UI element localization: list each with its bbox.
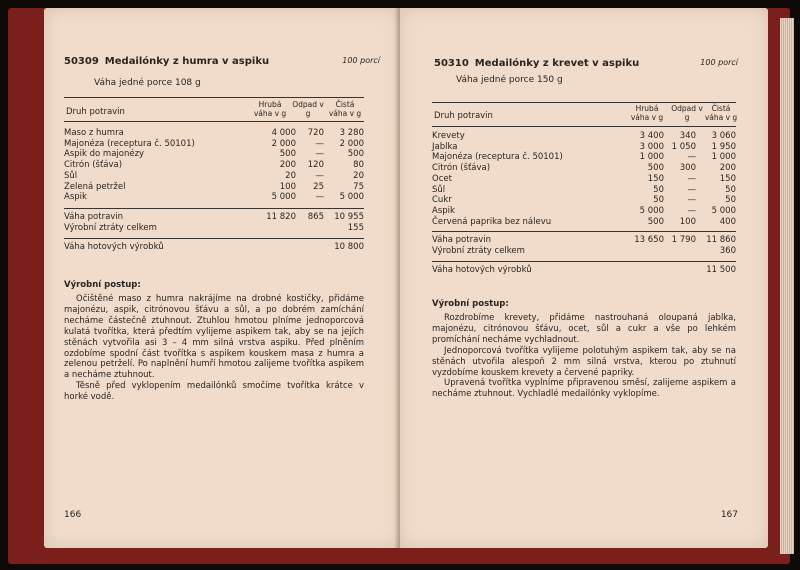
ingredient-waste: — [687,195,696,206]
process-title: Výrobní postup: [64,280,141,290]
ingredient-name: Ocet [432,173,452,184]
final-value: 10 800 [334,242,364,252]
ingredient-gross: 200 [279,160,296,171]
ingredient-name: Majonéza (receptura č. 50101) [432,152,563,163]
loss-row [432,246,736,257]
ingredient-waste: — [315,170,324,181]
ingredient-net: 200 [719,163,736,174]
ingredient-waste: 300 [679,163,696,174]
process-paragraph: Jednoporcová tvořítka vylijeme polotuhým aspikem tak, aby se na stěnách utvořila alespoň 2 mm silná vrstva, kterou po ztuhnutí vyzdobíme kouskem krevety a červené papriky. [432,345,736,378]
ingredient-row [432,217,736,227]
process-title: Výrobní postup: [432,299,509,309]
ingredient-name: Aspik do majonézy [64,149,145,160]
col-header-name: Druh potravin [66,107,125,117]
ingredient-row [64,160,364,170]
ingredient-name: Sůl [64,170,78,181]
ingredient-row [432,195,736,205]
table-top-rule [432,102,736,103]
final-label: Váha hotových výrobků [64,242,164,252]
recipe-header [434,58,738,74]
loss-label: Výrobní ztráty celkem [432,246,525,256]
ingredient-gross: 500 [647,216,664,227]
col-header-gross: Hrubá váha v g [253,100,287,118]
ingredient-net: 1 000 [711,152,736,163]
col-header-waste: Odpad v g [671,104,703,122]
ingredient-gross: 50 [653,184,664,195]
ingredient-name: Maso z humra [64,128,124,138]
ingredient-row [64,149,364,159]
ingredient-row [64,182,364,192]
sum-weight-row [432,235,736,246]
page-edges [780,18,794,554]
ingredient-name: Aspik [64,192,87,203]
table-header-rule [64,121,364,122]
ingredient-gross: 4 000 [271,128,296,138]
ingredient-net: 150 [719,173,736,184]
ingredient-waste: — [687,173,696,184]
sum-gross: 11 820 [266,212,296,222]
process-paragraph: Těsně před vyklopením medailónků smočíme tvořítka krátce v horké vodě. [64,381,364,403]
ingredient-gross: 3 400 [639,131,664,141]
ingredient-name: Aspik [432,205,455,216]
loss-value: 155 [347,223,364,233]
ingredient-net: 5 000 [339,192,364,203]
col-header-net: Čistá váha v g [328,100,362,118]
ingredient-net: 75 [353,181,364,192]
final-row [64,242,364,253]
ingredient-row [432,142,736,152]
ingredient-net: 2 000 [339,138,364,149]
ingredient-name: Citrón (šťáva) [432,163,491,174]
portions-label: 100 porcí [700,58,738,67]
recipe-name: Medailónky z humra v aspiku [104,56,270,67]
col-header-waste: Odpad v g [292,100,324,118]
ingredient-waste: — [315,149,324,160]
sum-waste: 1 790 [671,235,696,245]
page-number: 166 [64,510,82,520]
final-label: Váha hotových výrobků [432,265,532,275]
ingredient-name: Majonéza (receptura č. 50101) [64,138,195,149]
ingredient-gross: 100 [279,181,296,192]
ingredient-net: 50 [725,195,736,206]
final-rule [432,261,736,262]
ingredient-gross: 20 [285,170,296,181]
ingredient-gross: 500 [279,149,296,160]
loss-row [64,223,364,234]
ingredient-row [432,185,736,195]
ingredient-waste: 120 [307,160,324,171]
portion-weight: Váha jedné porce 108 g [94,78,201,88]
ingredient-name: Citrón (šťáva) [64,160,123,171]
sum-gross: 13 650 [634,235,664,245]
ingredient-row [64,171,364,181]
sum-net: 11 860 [706,235,736,245]
ingredient-row [432,163,736,173]
ingredient-waste: 720 [307,128,324,138]
ingredient-net: 5 000 [711,205,736,216]
ingredient-name: Červená paprika bez nálevu [432,216,552,227]
loss-value: 360 [719,246,736,256]
ingredient-row [64,139,364,149]
ingredient-row [432,131,736,141]
ingredient-row [432,174,736,184]
ingredient-net: 20 [353,170,364,181]
right-page [400,8,768,548]
recipe-title [434,58,738,69]
ingredient-name: Sůl [432,184,446,195]
ingredient-gross: 2 000 [271,138,296,149]
ingredient-name: Krevety [432,131,465,141]
portion-weight: Váha jedné porce 150 g [456,75,563,85]
table-top-rule [64,97,364,98]
recipe-code: 50309 [64,56,99,67]
sum-weight-label: Váha potravin [64,212,124,222]
ingredient-net: 50 [725,184,736,195]
process-paragraph: Rozdrobíme krevety, přidáme nastrouhaná oloupaná jablka, majonézu, citrónovou šťávu, ocet, sůl a cukr a vše po lehkém promíchání necháme vychladnout. [432,313,736,345]
ingredient-waste: — [687,184,696,195]
ingredient-gross: 5 000 [271,192,296,203]
ingredient-gross: 150 [647,173,664,184]
col-header-gross: Hrubá váha v g [630,104,664,122]
ingredient-waste: — [687,205,696,216]
sum-rule [432,231,736,232]
sum-weight-label: Váha potravin [432,235,492,245]
final-row [432,265,736,276]
sum-weight-row [64,212,364,223]
final-rule [64,238,364,239]
ingredient-gross: 50 [653,195,664,206]
page-number: 167 [720,510,738,520]
ingredient-waste: — [315,192,324,203]
ingredient-waste: 25 [313,181,324,192]
ingredient-row [64,128,364,138]
final-value: 11 500 [706,265,736,275]
ingredient-gross: 3 000 [639,141,664,152]
ingredient-net: 80 [353,160,364,171]
recipe-header [64,56,380,72]
sum-rule [64,208,364,209]
ingredient-row [64,192,364,202]
recipe-title [64,56,380,67]
recipe-name: Medailónky z krevet v aspiku [474,58,640,69]
sum-net: 10 955 [334,212,364,222]
ingredient-name: Zelená petržel [64,181,126,192]
ingredient-waste: 1 050 [671,141,696,152]
ingredient-gross: 5 000 [639,205,664,216]
ingredient-net: 1 950 [711,141,736,152]
process-text [64,294,364,403]
portions-label: 100 porcí [342,56,380,65]
ingredient-name: Cukr [432,195,452,206]
ingredient-waste: — [315,138,324,149]
process-text [432,313,736,400]
ingredient-row [432,206,736,216]
ingredient-net: 3 060 [711,131,736,141]
ingredient-waste: — [687,152,696,163]
ingredient-gross: 1 000 [639,152,664,163]
ingredient-waste: 340 [679,131,696,141]
ingredient-net: 500 [347,149,364,160]
col-header-net: Čistá váha v g [704,104,738,122]
ingredient-gross: 500 [647,163,664,174]
ingredient-net: 400 [719,216,736,227]
ingredient-net: 3 280 [339,128,364,138]
col-header-name: Druh potravin [434,111,493,121]
process-paragraph: Očištěné maso z humra nakrájíme na drobné kostičky, přidáme majonézu, aspik, citrónovou šťávu a sůl, a po dobrém zamíchání necháme částečně ztuhnout. Ztuhlou hmotou plníme jednoporcová kulatá tvořítka, která předtím vylijeme aspikem tak, aby se na jejích stěnách vytvořila asi 3 – 4 mm silná vrstva aspiku. Před plněním ozdobíme spodní část tvořítka s aspikem kouskem masa z humra a zelenou petrželí. Po naplnění humří hmotou zalijeme tvořítka aspikem a necháme ztuhnout. [64,294,364,381]
sum-waste: 865 [307,212,324,222]
ingredient-name: Jablka [432,141,458,152]
left-page [44,8,400,548]
recipe-code: 50310 [434,58,469,69]
ingredient-row [432,152,736,162]
ingredient-waste: 100 [679,216,696,227]
loss-label: Výrobní ztráty celkem [64,223,157,233]
process-paragraph: Upravená tvořítka vyplníme připravenou směsí, zalijeme aspikem a necháme ztuhnout. Vychladlé medailónky vyklopíme. [432,378,736,400]
table-header-rule [432,126,736,127]
